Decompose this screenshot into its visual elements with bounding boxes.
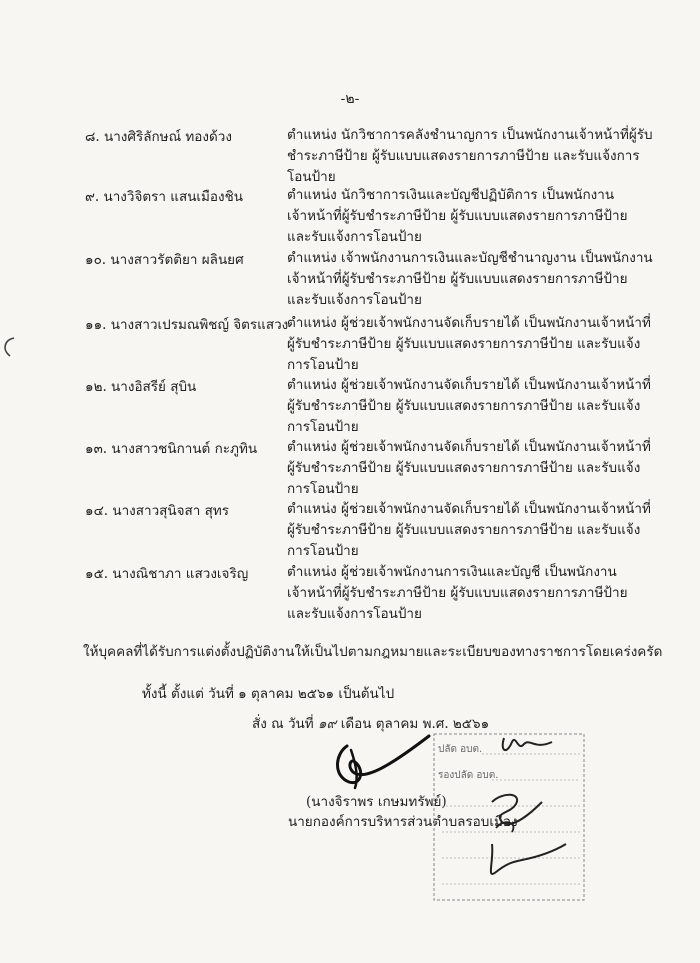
signatory-name: (นางจิราพร เกษมทรัพย์) bbox=[306, 794, 447, 810]
appointee-name: ๑๐. นางสาวรัตติยา ผลินยศ bbox=[85, 252, 244, 268]
appointee-position bbox=[287, 437, 651, 500]
position-line: โอนป้าย bbox=[287, 169, 336, 185]
position-line: และรับแจ้งการโอนป้าย bbox=[287, 606, 422, 622]
position-line: ตำแหน่ง เจ้าพนักงานการเงินและบัญชีชำนาญงาน เป็นพนักงาน bbox=[287, 250, 653, 266]
appointee-position bbox=[287, 313, 651, 376]
appointee-position bbox=[287, 375, 651, 438]
stamp-line-2: รองปลัด อบต. bbox=[438, 770, 499, 781]
appointee-name: ๙. นางวิจิตรา แสนเมืองชิน bbox=[85, 189, 244, 205]
closing-paragraph: ให้บุคคลที่ได้รับการแต่งตั้งปฏิบัติงานให้เป็นไปตามกฎหมายและระเบียบของทางราชการโดยเคร่งครัด bbox=[83, 644, 663, 660]
appointee-name: ๑๔. นางสาวสุนิจสา สุทร bbox=[85, 503, 230, 519]
position-line: ตำแหน่ง ผู้ช่วยเจ้าพนักงานจัดเก็บรายได้ เป็นพนักงานเจ้าหน้าที่ bbox=[287, 377, 651, 393]
position-line: การโอนป้าย bbox=[287, 481, 359, 497]
position-line: ตำแหน่ง นักวิชาการเงินและบัญชีปฏิบัติการ เป็นพนักงาน bbox=[287, 187, 615, 203]
ordered-date bbox=[252, 712, 489, 734]
signature-mark bbox=[325, 732, 435, 792]
approval-stamp bbox=[432, 732, 586, 902]
effective-date: ทั้งนี้ ตั้งแต่ วันที่ ๑ ตุลาคม ๒๕๖๑ เป็นต้นไป bbox=[142, 686, 395, 702]
appointee-position bbox=[287, 499, 651, 562]
appointee-position bbox=[287, 185, 628, 248]
appointee-name: ๑๕. นางณิชาภา แสวงเจริญ bbox=[85, 566, 249, 582]
position-line: ผู้รับชำระภาษีป้าย ผู้รับแบบแสดงรายการภาษีป้าย และรับแจ้ง bbox=[287, 522, 641, 538]
position-line: ผู้รับชำระภาษีป้าย ผู้รับแบบแสดงรายการภาษีป้าย และรับแจ้ง bbox=[287, 398, 641, 414]
stamp-line-1: ปลัด อบต. bbox=[438, 744, 483, 755]
appointee-name: ๑๑. นางสาวเปรมณพิชญ์ จิตรแสวง bbox=[85, 317, 289, 333]
position-line: เจ้าหน้าที่ผู้รับชำระภาษีป้าย ผู้รับแบบแสดงรายการภาษีป้าย bbox=[287, 208, 628, 224]
position-line: เจ้าหน้าที่ผู้รับชำระภาษีป้าย ผู้รับแบบแสดงรายการภาษีป้าย bbox=[287, 585, 628, 601]
hole-punch-mark bbox=[0, 336, 20, 358]
position-line: ผู้รับชำระภาษีป้าย ผู้รับแบบแสดงรายการภาษีป้าย และรับแจ้ง bbox=[287, 460, 641, 476]
ordered-suffix: เดือน ตุลาคม พ.ศ. ๒๕๖๑ bbox=[340, 716, 490, 732]
position-line: ตำแหน่ง ผู้ช่วยเจ้าพนักงานจัดเก็บรายได้ เป็นพนักงานเจ้าหน้าที่ bbox=[287, 315, 651, 331]
position-line: การโอนป้าย bbox=[287, 357, 359, 373]
position-line: ตำแหน่ง ผู้ช่วยเจ้าพนักงานการเงินและบัญชี เป็นพนักงาน bbox=[287, 564, 617, 580]
appointee-name: ๘. นางศิริลักษณ์ ทองด้วง bbox=[85, 129, 232, 145]
ordered-prefix: สั่ง ณ วันที่ bbox=[252, 716, 314, 732]
appointee-position bbox=[287, 125, 653, 188]
position-line: และรับแจ้งการโอนป้าย bbox=[287, 229, 422, 245]
position-line: การโอนป้าย bbox=[287, 543, 359, 559]
ordered-day: ๑๙ bbox=[317, 716, 337, 732]
page-number: -๒- bbox=[340, 91, 360, 107]
appointee-position bbox=[287, 248, 653, 311]
position-line: ชำระภาษีป้าย ผู้รับแบบแสดงรายการภาษีป้าย และรับแจ้งการ bbox=[287, 148, 640, 164]
position-line: และรับแจ้งการโอนป้าย bbox=[287, 292, 422, 308]
position-line: ผู้รับชำระภาษีป้าย ผู้รับแบบแสดงรายการภาษีป้าย และรับแจ้ง bbox=[287, 336, 641, 352]
appointee-name: ๑๓. นางสาวชนิกานต์ กะภูทิน bbox=[85, 441, 258, 457]
position-line: ตำแหน่ง นักวิชาการคลังชำนาญการ เป็นพนักงานเจ้าหน้าที่ผู้รับ bbox=[287, 127, 653, 143]
position-line: ตำแหน่ง ผู้ช่วยเจ้าพนักงานจัดเก็บรายได้ เป็นพนักงานเจ้าหน้าที่ bbox=[287, 439, 651, 455]
position-line: ตำแหน่ง ผู้ช่วยเจ้าพนักงานจัดเก็บรายได้ เป็นพนักงานเจ้าหน้าที่ bbox=[287, 501, 651, 517]
position-line: การโอนป้าย bbox=[287, 419, 359, 435]
position-line: เจ้าหน้าที่ผู้รับชำระภาษีป้าย ผู้รับแบบแสดงรายการภาษีป้าย bbox=[287, 271, 628, 287]
stamp-border bbox=[432, 732, 586, 902]
appointee-position bbox=[287, 562, 628, 625]
signatory-title: นายกองค์การบริหารส่วนตำบลรอบเมือง bbox=[288, 814, 518, 830]
appointee-name: ๑๒. นางอิสรีย์ สุบิน bbox=[85, 379, 197, 395]
